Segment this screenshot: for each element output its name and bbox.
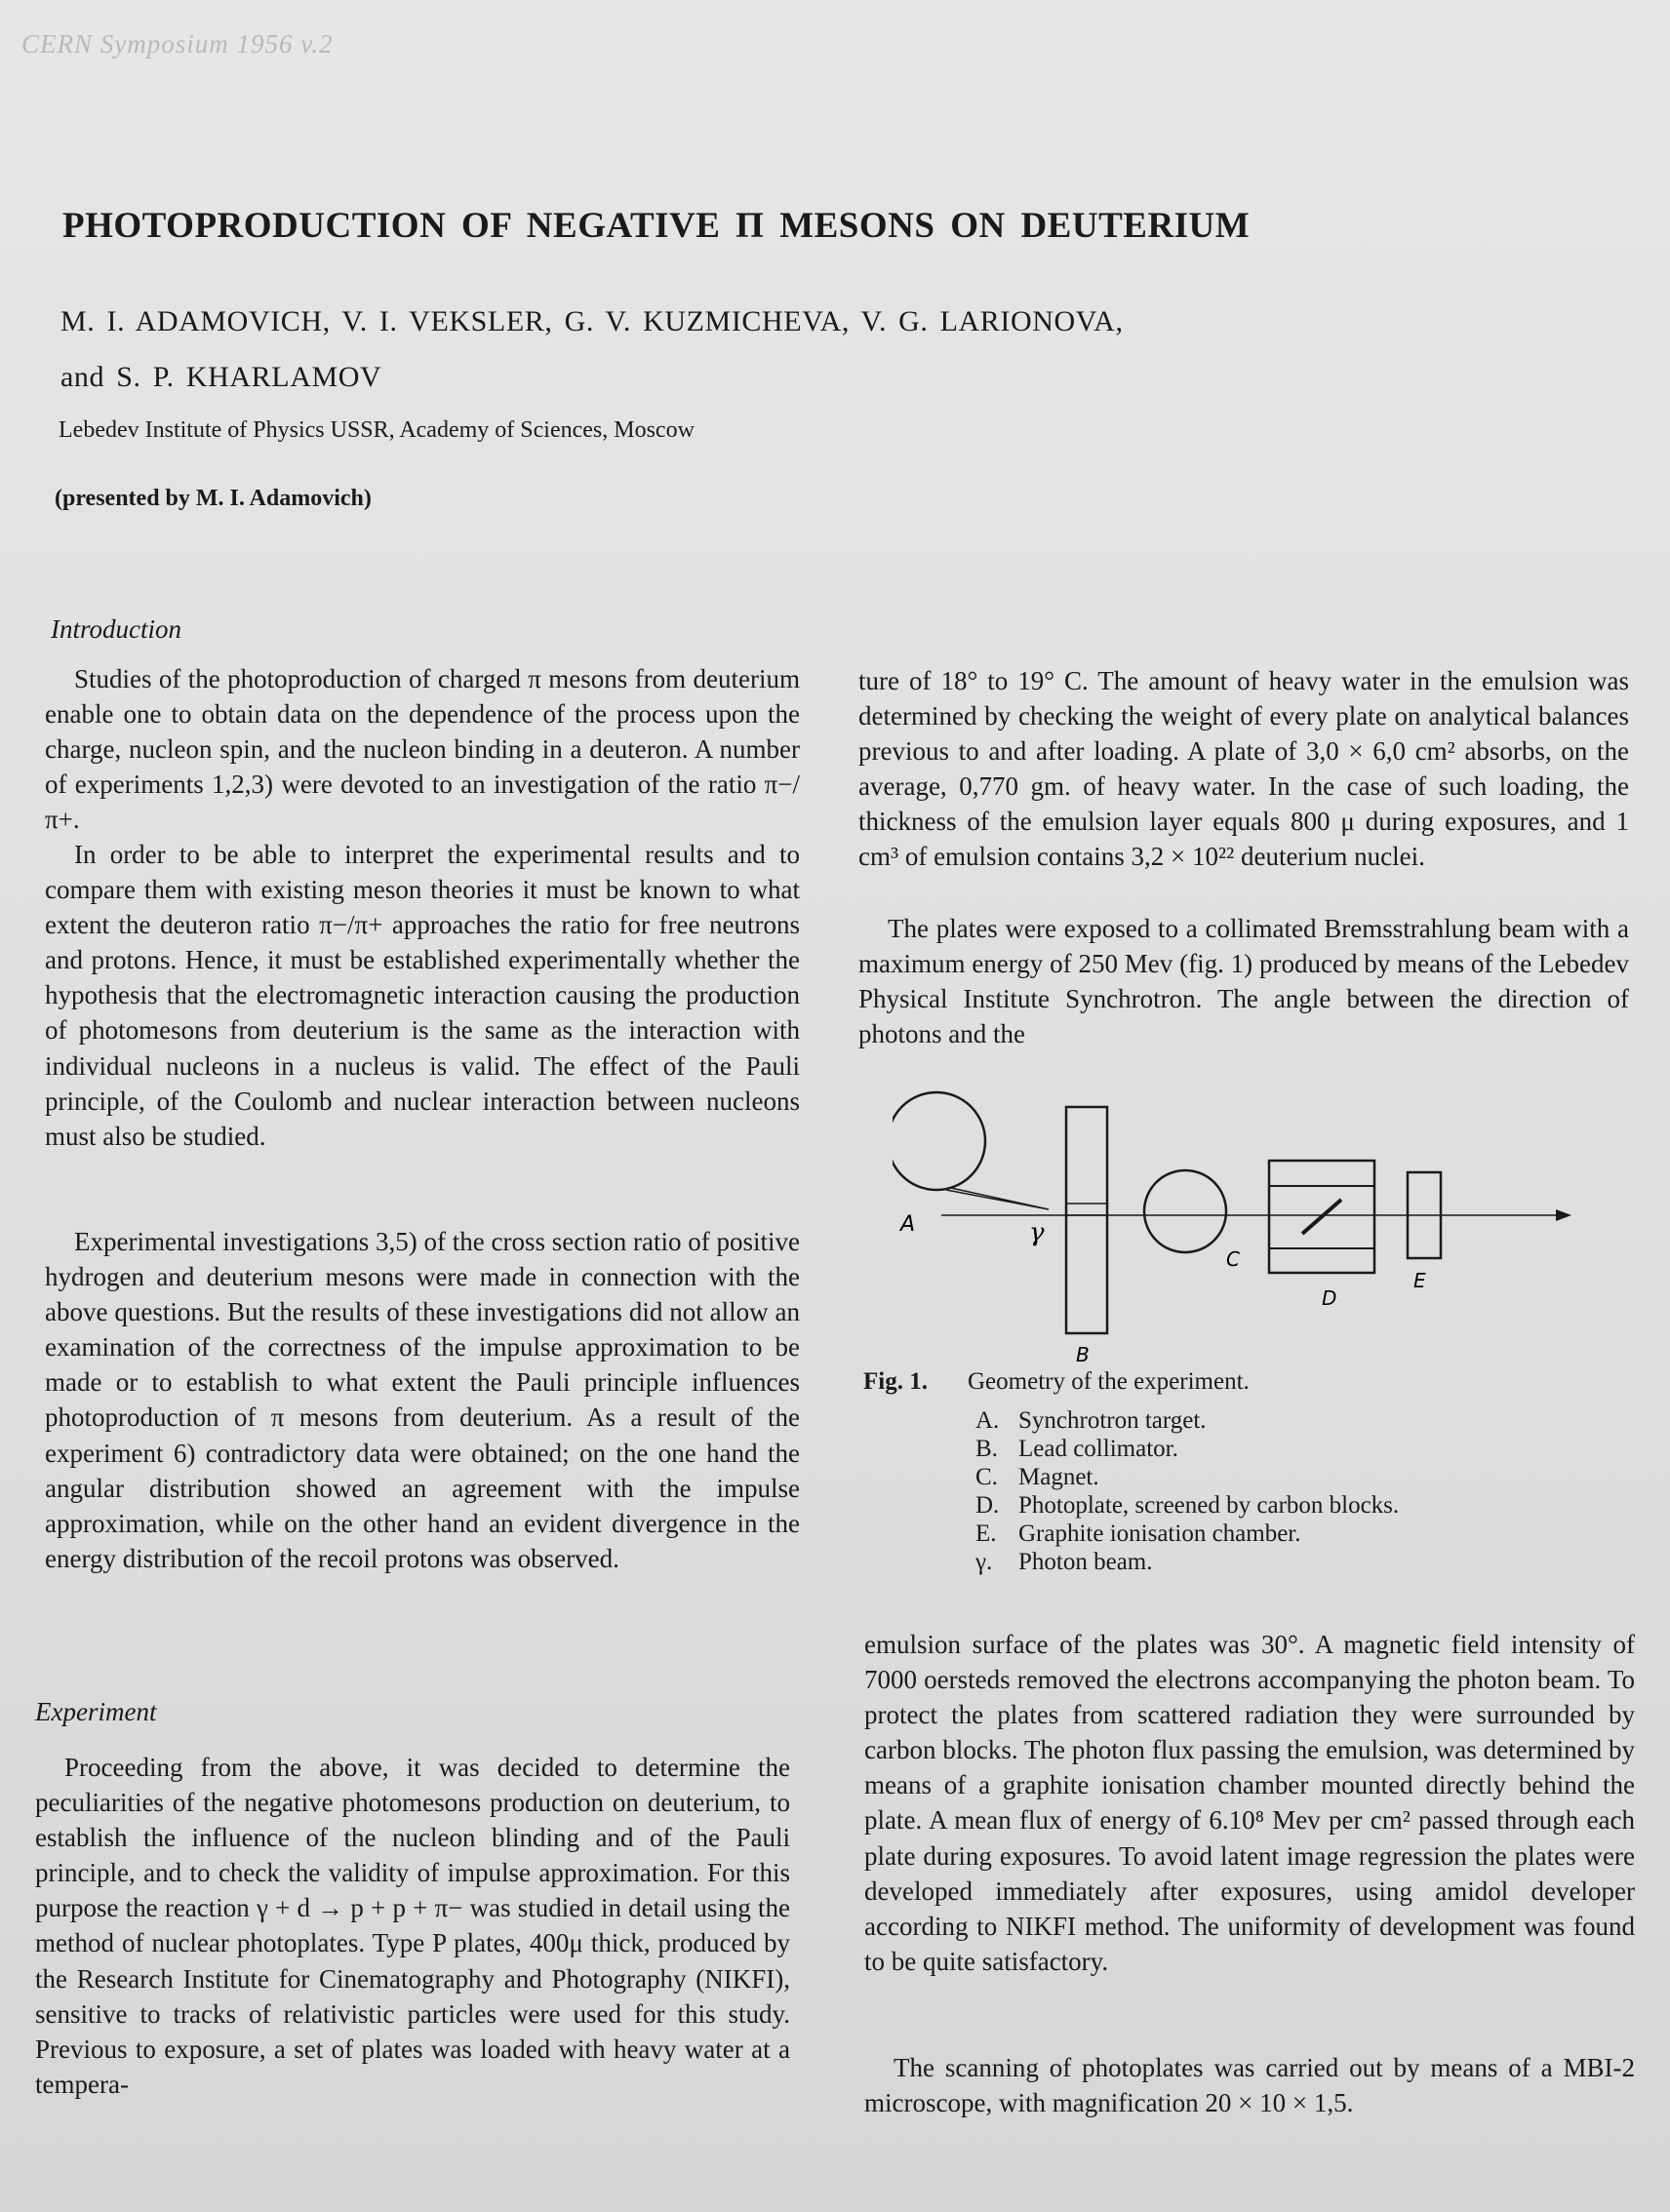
authors-line-1: M. I. ADAMOVICH, V. I. VEKSLER, G. V. KUZMICHEVA, V. G. LARIONOVA, bbox=[60, 305, 1124, 337]
legend-key: C. bbox=[975, 1464, 998, 1490]
legend-text: Graphite ionisation chamber. bbox=[1018, 1521, 1301, 1547]
header-stamp: CERN Symposium 1956 v.2 bbox=[21, 29, 334, 59]
legend-key: γ. bbox=[975, 1549, 993, 1575]
figure-legend-item bbox=[975, 1436, 1178, 1463]
label-b: B bbox=[1076, 1343, 1090, 1365]
paper-title: PHOTOPRODUCTION OF NEGATIVE Π MESONS ON DEUTERIUM bbox=[62, 206, 1251, 246]
figure-legend-item bbox=[975, 1464, 1099, 1491]
label-c: C bbox=[1226, 1247, 1240, 1271]
right-paragraph-3: emulsion surface of the plates was 30°. A magnetic field intensity of 7000 oersteds removed the electrons accompanying the photon beam. To protect the plates from scattered radiation they were surrounded by carbon blocks. The photon flux passing the emulsion, was determined by means of a graphite ionisation chamber mounted directly behind the plate. A mean flux of energy of 6.10⁸ Mev per cm² passed through each plate during exposures. To avoid latent image regression the plates were developed immediately after exposures, using amidol developer according to NIKFI method. The uniformity of development was found to be quite satisfactory. bbox=[864, 1630, 1635, 1976]
intro-paragraph-1: Studies of the photoproduction of charged π mesons from deuterium enable one to obtain data on the dependence of the process upon the charge, nucleon spin, and the nucleon binding in a deuteron. A number of experiments 1,2,3) were devoted to an investigation of the ratio π−/π+. bbox=[45, 664, 800, 835]
experiment-heading: Experiment bbox=[35, 1697, 157, 1726]
figure-legend-item bbox=[975, 1407, 1207, 1435]
legend-text: Photoplate, screened by carbon blocks. bbox=[1018, 1492, 1400, 1519]
label-gamma: γ bbox=[1029, 1218, 1045, 1247]
beam-arrow-head bbox=[1556, 1209, 1571, 1221]
experiment-paragraph-1: Proceeding from the above, it was decided to determine the peculiarities of the negative photomesons production on deuterium, to establish the influence of the nucleon blinding and of the Pauli principle, and to check the validity of impulse approximation. For this purpose the reaction γ + d → p + p + π− was studied in detail using the method of nuclear photoplates. Type P plates, 400μ thick, produced by the Research Institute for Cinematography and Photography (NIKFI), sensitive to tracks of relativistic particles were used for this study. Previous to exposure, a set of plates was loaded with heavy water at a tempera- bbox=[35, 1753, 790, 2099]
legend-text: Synchrotron target. bbox=[1018, 1407, 1207, 1434]
figure-legend-item bbox=[975, 1549, 1153, 1576]
magnet bbox=[1144, 1170, 1226, 1252]
beam-fan bbox=[946, 1188, 1049, 1209]
legend-text: Lead collimator. bbox=[1018, 1436, 1178, 1462]
affiliation: Lebedev Institute of Physics USSR, Academy of Sciences, Moscow bbox=[59, 417, 695, 443]
label-e: E bbox=[1413, 1269, 1426, 1292]
lead-collimator bbox=[1066, 1107, 1107, 1333]
label-a: A bbox=[900, 1212, 916, 1237]
synchrotron-ring bbox=[893, 1092, 985, 1190]
intro-paragraph-3: Experimental investigations 3,5) of the cross section ratio of positive hydrogen and deuterium mesons were made in connection with the above questions. But the results of these investigations did not allow an examination of the correctness of the impulse approximation to be made or to establish to what extent the Pauli principle influences photoproduction of π mesons from deuterium. As a result of the experiment 6) contradictory data were obtained; on the one hand the angular distribution showed an agreement with the impulse approximation, while on the other hand an evident divergence in the energy distribution of the recoil protons was observed. bbox=[45, 1227, 800, 1573]
introduction-heading: Introduction bbox=[51, 614, 181, 644]
experiment-geometry-figure bbox=[893, 1083, 1575, 1365]
legend-key: A. bbox=[975, 1407, 1000, 1434]
figure-caption-text: Geometry of the experiment. bbox=[968, 1368, 1250, 1395]
legend-text: Photon beam. bbox=[1018, 1549, 1153, 1575]
photoplate bbox=[1302, 1200, 1341, 1234]
figure-legend-item bbox=[975, 1492, 1399, 1520]
right-paragraph-2: The plates were exposed to a collimated Bremsstrahlung beam with a maximum energy of 250 Mev (fig. 1) produced by means of the Lebedev Physical Institute Synchrotron. The angle between the direction of photons and the bbox=[858, 914, 1629, 1049]
legend-key: D. bbox=[975, 1492, 1000, 1519]
legend-key: B. bbox=[975, 1436, 998, 1462]
label-d: D bbox=[1322, 1286, 1337, 1310]
right-paragraph-4: The scanning of photoplates was carried out by means of a MBI-2 microscope, with magnification 20 × 10 × 1,5. bbox=[864, 2053, 1635, 2118]
authors-line-2: and S. P. KHARLAMOV bbox=[60, 361, 382, 393]
figure-caption-label: Fig. 1. bbox=[863, 1368, 928, 1395]
intro-paragraph-2: In order to be able to interpret the experimental results and to compare them with existing meson theories it must be known to what extent the deuteron ratio π−/π+ approaches the ratio for free neutrons and protons. Hence, it must be established experimentally whether the hypothesis that the electromagnetic interaction causing the production of photomesons from deuterium is the same as the interaction with individual nucleons in a nucleus is valid. The effect of the Pauli principle, of the Coulomb and nuclear interaction between nucleons must also be studied. bbox=[45, 840, 800, 1151]
legend-key: E. bbox=[975, 1521, 997, 1547]
right-paragraph-1: ture of 18° to 19° C. The amount of heavy water in the emulsion was determined by checking the weight of every plate on analytical balances previous to and after loading. A plate of 3,0 × 6,0 cm² absorbs, on the average, 0,770 gm. of heavy water. In the case of such loading, the thickness of the emulsion layer equals 800 μ during exposures, and 1 cm³ of emulsion contains 3,2 × 10²² deuterium nuclei. bbox=[858, 666, 1629, 872]
collimator-slit bbox=[1066, 1204, 1107, 1215]
figure-legend-item bbox=[975, 1521, 1301, 1548]
legend-text: Magnet. bbox=[1018, 1464, 1099, 1490]
presented-by: (presented by M. I. Adamovich) bbox=[55, 486, 372, 511]
